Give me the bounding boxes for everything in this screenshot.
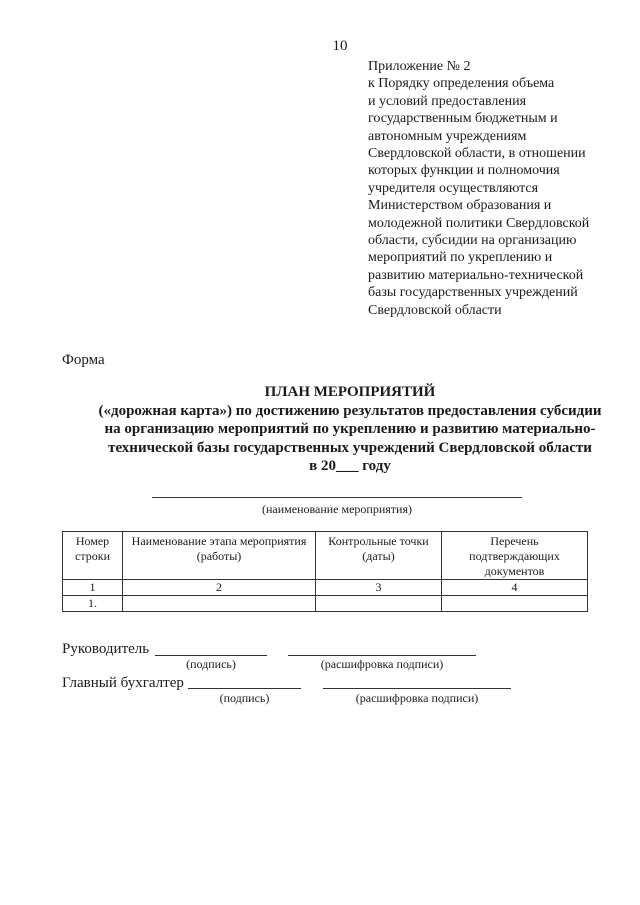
appendix-line: Свердловской области, в отношении [368, 146, 586, 162]
accountant-signature-line [188, 688, 301, 689]
title-line: («дорожная карта») по достижению результатов предоставления субсидии [98, 402, 602, 419]
header-stage-name: Наименование этапа мероприятия (работы) [123, 532, 316, 580]
appendix-line: которых функции и полномочия [368, 163, 560, 179]
table-column-numbers-row [63, 580, 588, 596]
table-row [63, 596, 588, 612]
head-signature-caption: (подпись) [186, 657, 236, 671]
table-header-row [63, 532, 588, 580]
appendix-line: автономным учреждениям [368, 128, 527, 144]
appendix-line: Свердловской области [368, 302, 502, 318]
table-cell [123, 596, 316, 612]
column-number: 4 [442, 580, 588, 596]
column-number: 2 [123, 580, 316, 596]
header-checkpoints: Контрольные точки (даты) [316, 532, 442, 580]
header-row-number: Номер строки [63, 532, 123, 580]
title-line: технической базы государственных учреждений Свердловской области [108, 439, 592, 456]
appendix-line: молодежной политики Свердловской [368, 215, 590, 231]
appendix-line: к Порядку определения объема [368, 76, 555, 92]
appendix-line: Приложение № 2 [368, 59, 471, 74]
accountant-signature-label: Главный бухгалтер [62, 675, 184, 691]
title-line: на организацию мероприятий по укреплению и развитию материально- [104, 421, 596, 437]
accountant-signature-caption: (подпись) [219, 691, 270, 705]
accountant-decode-caption: (расшифровка подписи) [355, 691, 479, 705]
appendix-line: государственным бюджетным и [368, 111, 558, 127]
appendix-line: области, субсидии на организацию [368, 233, 577, 249]
title-line: ПЛАН МЕРОПРИЯТИЙ [264, 384, 436, 400]
appendix-line: Министерством образования и [368, 198, 552, 214]
title-line: в 20___ году [309, 458, 391, 474]
appendix-line: учредителя осуществляются [368, 180, 539, 196]
column-number: 3 [316, 580, 442, 596]
document-title [60, 383, 640, 476]
table-cell [442, 596, 588, 612]
head-signature-label: Руководитель [62, 641, 150, 657]
accountant-decode-line [323, 688, 511, 689]
appendix-line: развитию материально-технической [368, 267, 584, 283]
appendix-line: мероприятий по укреплению и [368, 250, 553, 266]
table-cell: 1. [63, 596, 123, 612]
appendix-note [368, 58, 640, 319]
form-label: Форма [62, 352, 105, 368]
appendix-line: базы государственных учреждений [368, 285, 578, 301]
table-cell [316, 596, 442, 612]
event-name-caption: (наименование мероприятия) [262, 502, 412, 516]
header-documents: Перечень подтверждающих документов [442, 532, 588, 580]
page-number: 10 [332, 38, 348, 54]
head-signature-line [155, 655, 267, 656]
plan-table [62, 531, 588, 612]
appendix-line: и условий предоставления [368, 93, 527, 109]
column-number: 1 [63, 580, 123, 596]
event-name-line [152, 497, 522, 498]
head-decode-caption: (расшифровка подписи) [320, 657, 444, 671]
head-decode-line [288, 655, 476, 656]
